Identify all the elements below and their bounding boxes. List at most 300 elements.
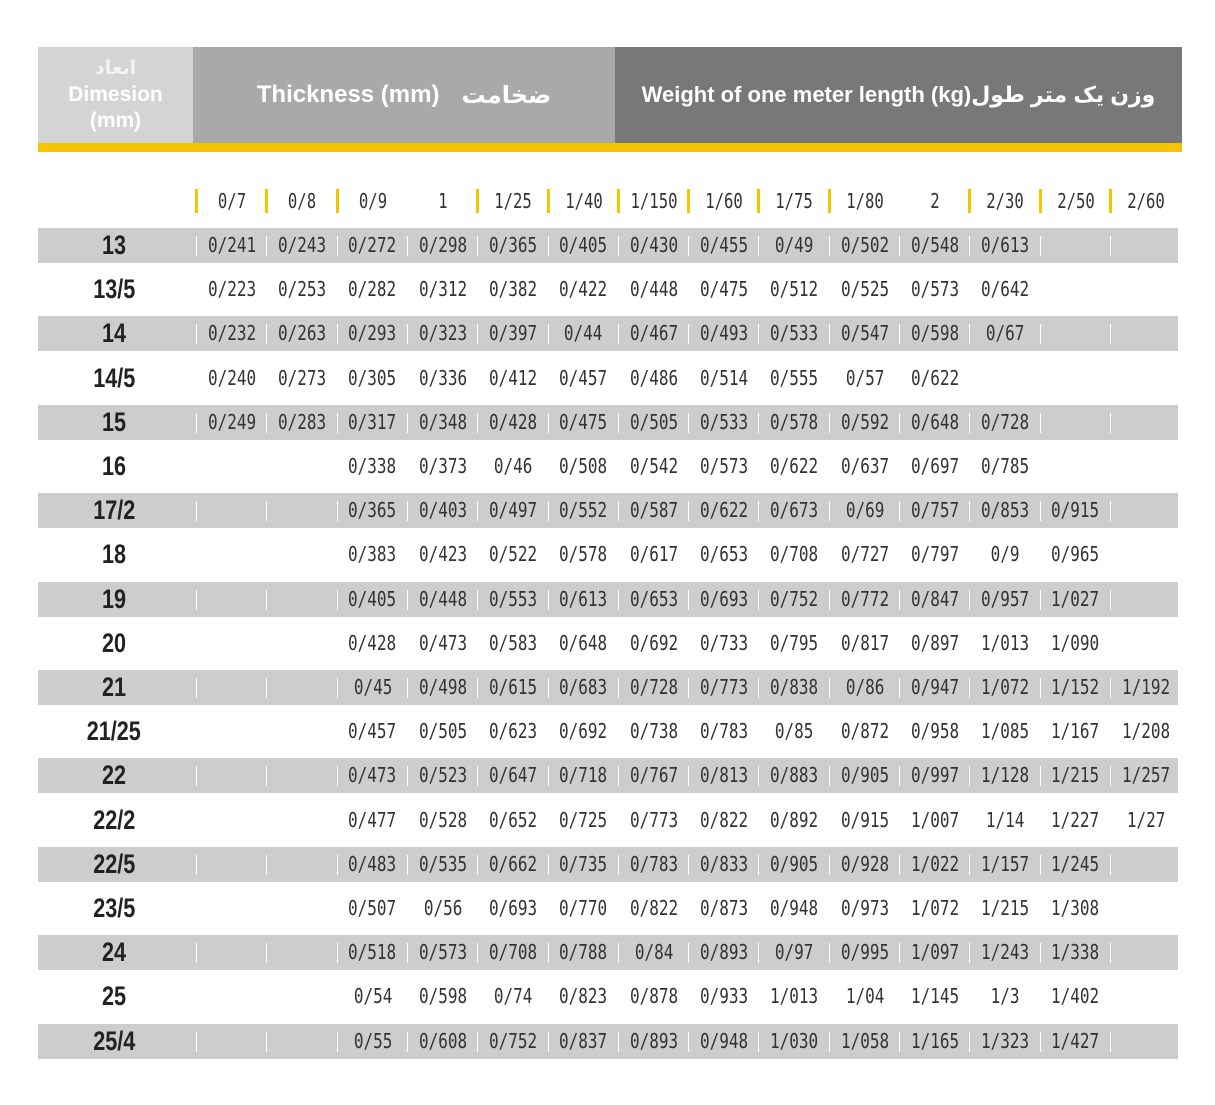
weight-cell [408, 891, 478, 926]
weight-cell [478, 979, 548, 1014]
weight-cell [478, 361, 548, 396]
weight-cell [689, 803, 759, 838]
table-row [38, 935, 1178, 970]
weight-value: 0/312 [418, 277, 467, 302]
weight-cell [689, 979, 759, 1014]
weight-value: 1/427 [1051, 1028, 1100, 1053]
weight-cell [1041, 979, 1111, 1014]
weight-cell [408, 979, 478, 1014]
weight-cell [1041, 449, 1111, 484]
weight-cell [1111, 626, 1181, 661]
weight-cell [1111, 537, 1181, 572]
weight-cell [1111, 316, 1181, 351]
weight-value: 1/227 [1051, 807, 1100, 832]
weight-cell [830, 272, 900, 307]
weight-value: 1/257 [1121, 763, 1170, 788]
weight-value: 0/947 [910, 675, 960, 699]
weight-value: 1/3 [990, 984, 1020, 1009]
weight-cell [759, 758, 829, 793]
weight-value: 0/770 [559, 896, 608, 920]
weight-cell [408, 361, 478, 396]
weight-cell [689, 228, 759, 263]
weight-cell [338, 1024, 408, 1059]
weight-value: 0/838 [770, 675, 819, 699]
weight-value: 0/822 [629, 896, 678, 920]
weight-cell [408, 316, 478, 351]
dimension-cell [38, 493, 190, 528]
table-row [38, 847, 1178, 882]
weight-value: 0/642 [981, 277, 1030, 302]
weight-value: 0/483 [348, 851, 397, 876]
weight-cell [759, 537, 829, 572]
weight-cell [619, 979, 689, 1014]
weight-cell [197, 626, 267, 661]
weight-value: 0/49 [775, 233, 814, 257]
weight-cell [267, 449, 337, 484]
weight-cell [689, 847, 759, 882]
weight-value: 0/457 [348, 719, 397, 744]
weight-cell [830, 582, 900, 617]
weight-cell [830, 361, 900, 396]
weight-value: 0/735 [559, 851, 608, 876]
weight-cell [267, 847, 337, 882]
weight-cell [267, 626, 337, 661]
weight-cell [619, 670, 689, 705]
weight-value: 0/965 [1051, 542, 1100, 567]
weight-cell [759, 847, 829, 882]
thickness-value: 2/50 [1056, 189, 1095, 213]
weight-value: 0/283 [278, 409, 327, 434]
weight-cell [1111, 1024, 1181, 1059]
weight-value: 0/853 [981, 498, 1030, 523]
weight-cell [1041, 228, 1111, 263]
weight-value: 1/192 [1121, 675, 1170, 699]
weight-cell [830, 979, 900, 1014]
weight-value: 0/752 [770, 586, 819, 611]
weight-cell [549, 316, 619, 351]
weight-cell [549, 449, 619, 484]
weight-value: 0/878 [629, 984, 678, 1009]
weight-value: 0/872 [840, 719, 889, 744]
weight-cell [759, 228, 829, 263]
dimension-value: 24 [101, 937, 127, 968]
weight-cell [197, 891, 267, 926]
weight-cell [549, 670, 619, 705]
table-row [38, 758, 1178, 793]
weight-cell [408, 449, 478, 484]
weight-value: 0/74 [493, 984, 533, 1009]
weight-cell [478, 626, 548, 661]
weight-cell [267, 935, 337, 970]
table-row [38, 582, 1178, 617]
weight-cell [338, 714, 408, 749]
weight-cell [900, 626, 970, 661]
weight-cell [338, 891, 408, 926]
weight-cell [338, 847, 408, 882]
weight-cell [689, 626, 759, 661]
weight-cell [549, 979, 619, 1014]
weight-value: 0/573 [418, 940, 467, 965]
weight-cell [759, 979, 829, 1014]
dimension-cell [38, 537, 190, 572]
weight-value: 0/813 [700, 763, 749, 788]
weight-value: 0/97 [775, 940, 814, 965]
weight-value: 1/072 [981, 675, 1030, 699]
weight-value: 0/525 [840, 277, 889, 302]
weight-cell [759, 582, 829, 617]
weight-value: 0/86 [845, 675, 884, 699]
weight-cell [689, 537, 759, 572]
weight-value: 0/55 [353, 1028, 392, 1053]
weight-cell [338, 449, 408, 484]
weight-value: 0/365 [348, 498, 397, 523]
weight-value: 0/298 [418, 233, 467, 257]
weight-value: 1/128 [981, 763, 1030, 788]
weight-cell [267, 803, 337, 838]
weight-value: 0/542 [629, 454, 678, 478]
weight-cell [689, 582, 759, 617]
weight-cell [1111, 361, 1181, 396]
weight-cell [1111, 670, 1181, 705]
weight-cell [759, 714, 829, 749]
weight-value: 0/502 [840, 233, 889, 257]
weight-cell [900, 803, 970, 838]
weight-cell [549, 758, 619, 793]
weight-cell [549, 714, 619, 749]
weight-value: 0/9 [990, 542, 1020, 567]
weight-value: 0/697 [910, 454, 960, 478]
weight-value: 0/915 [840, 807, 889, 832]
weight-cell [619, 449, 689, 484]
weight-cell [197, 493, 267, 528]
weight-cell [970, 537, 1040, 572]
weight-value: 0/752 [489, 1028, 538, 1053]
dimension-value: 25/4 [92, 1025, 136, 1056]
weight-value: 0/933 [700, 984, 749, 1009]
weight-value: 0/475 [700, 277, 749, 302]
weight-cell [338, 626, 408, 661]
dimension-value: 15 [101, 406, 127, 437]
table-row [38, 493, 1178, 528]
weight-cell [197, 537, 267, 572]
weight-cell [900, 847, 970, 882]
weight-cell [478, 758, 548, 793]
dimension-value: 23/5 [92, 893, 136, 923]
weight-cell [408, 714, 478, 749]
weight-cell [478, 891, 548, 926]
weight-value: 0/232 [207, 321, 257, 346]
weight-value: 1/167 [1051, 719, 1100, 744]
weight-cell [338, 316, 408, 351]
dimension-value: 18 [101, 539, 127, 570]
dimension-cell [38, 847, 190, 882]
thickness-header-fa: ضخامت [461, 81, 552, 109]
weight-cell [900, 228, 970, 263]
weight-cell [1041, 714, 1111, 749]
weight-cell [759, 1024, 829, 1059]
weight-value: 0/486 [629, 365, 678, 390]
weight-cell [1111, 449, 1181, 484]
weight-value: 0/514 [700, 365, 749, 390]
weight-cell [689, 405, 759, 440]
weight-value: 0/507 [348, 896, 397, 920]
weight-value: 0/428 [489, 409, 538, 434]
weight-value: 0/727 [840, 542, 889, 567]
weight-value: 0/767 [629, 763, 678, 788]
weight-cell [408, 405, 478, 440]
weight-cell [478, 582, 548, 617]
weight-cell [619, 405, 689, 440]
weight-cell [408, 493, 478, 528]
dimension-value: 20 [101, 627, 127, 658]
weight-value: 0/528 [418, 807, 467, 832]
weight-value: 0/883 [770, 763, 819, 788]
weight-cell [970, 891, 1040, 926]
weight-value: 0/995 [840, 940, 889, 965]
weight-value: 0/430 [629, 233, 678, 257]
weight-value: 0/822 [700, 807, 749, 832]
weight-cell [759, 626, 829, 661]
weight-cell [830, 803, 900, 838]
weight-cell [1041, 405, 1111, 440]
weight-value: 0/693 [700, 586, 749, 611]
weight-cell [1111, 582, 1181, 617]
weight-cell [970, 670, 1040, 705]
weight-value: 0/477 [348, 807, 397, 832]
weight-cell [408, 847, 478, 882]
weight-cell [970, 405, 1040, 440]
weight-value: 0/622 [770, 454, 819, 478]
dimension-cell [38, 582, 190, 617]
dimension-cell [38, 758, 190, 793]
weight-cell [478, 803, 548, 838]
weight-value: 0/84 [634, 940, 674, 965]
table-row [38, 891, 1178, 926]
weight-cell [478, 449, 548, 484]
weight-value: 0/553 [489, 586, 538, 611]
weight-cell [478, 670, 548, 705]
weight-cell [1111, 405, 1181, 440]
weight-value: 0/57 [845, 365, 884, 390]
weight-value: 0/505 [418, 719, 467, 744]
weight-cell [338, 272, 408, 307]
weight-cell [689, 1024, 759, 1059]
weight-value: 0/473 [418, 630, 467, 655]
weight-cell [900, 449, 970, 484]
weight-cell [970, 803, 1040, 838]
weight-cell [970, 228, 1040, 263]
dimension-value: 13 [101, 230, 127, 260]
thickness-value: 1/75 [775, 189, 814, 213]
weight-cell [267, 1024, 337, 1059]
weight-value: 0/592 [840, 409, 889, 434]
weight-cell [1111, 272, 1181, 307]
weight-value: 0/365 [489, 233, 538, 257]
weight-value: 0/403 [418, 498, 467, 523]
weight-value: 0/905 [840, 763, 889, 788]
weight-value: 0/757 [910, 498, 960, 523]
weight-value: 1/013 [981, 630, 1030, 655]
weight-value: 1/208 [1121, 719, 1170, 744]
dimension-header-unit: (mm) [89, 109, 142, 132]
weight-cell [267, 228, 337, 263]
weight-value: 0/652 [489, 807, 538, 832]
weight-value: 0/240 [207, 365, 257, 390]
weight-value: 0/708 [770, 542, 819, 567]
weight-cell [830, 405, 900, 440]
weight-cell [830, 1024, 900, 1059]
weight-cell [197, 935, 267, 970]
weight-value: 0/405 [348, 586, 397, 611]
weight-value: 0/243 [278, 233, 327, 257]
table-row [38, 626, 1178, 661]
weight-value: 0/493 [700, 321, 749, 346]
weight-cell [830, 670, 900, 705]
weight-value: 0/795 [770, 630, 819, 655]
weight-cell [759, 449, 829, 484]
weight-cell [689, 935, 759, 970]
table-row [38, 228, 1178, 263]
weight-value: 1/165 [910, 1028, 960, 1053]
weight-cell [900, 714, 970, 749]
weight-value: 0/578 [770, 409, 819, 434]
weight-cell [478, 847, 548, 882]
weight-value: 1/145 [910, 984, 960, 1009]
weight-cell [1041, 670, 1111, 705]
weight-cell [689, 449, 759, 484]
weight-cell [900, 935, 970, 970]
table-row [38, 272, 1178, 307]
weight-value: 0/497 [489, 498, 538, 523]
weight-value: 0/683 [559, 675, 608, 699]
weight-cell [197, 758, 267, 793]
weight-value: 1/022 [910, 851, 960, 876]
dimension-cell [38, 449, 190, 484]
dimension-cell [38, 361, 190, 396]
weight-value: 0/457 [559, 365, 608, 390]
weight-value: 0/673 [770, 498, 819, 523]
weight-cell [267, 272, 337, 307]
thickness-header-en: Thickness (mm) [256, 81, 440, 108]
weight-value: 0/67 [986, 321, 1025, 346]
weight-cell [1111, 847, 1181, 882]
weight-cell [689, 758, 759, 793]
weight-cell [619, 714, 689, 749]
weight-value: 0/893 [700, 940, 749, 965]
dimension-value: 25 [101, 981, 127, 1012]
weight-cell [970, 758, 1040, 793]
weight-cell [1041, 493, 1111, 528]
weight-cell [478, 405, 548, 440]
weight-value: 1/030 [770, 1028, 819, 1053]
weight-cell [689, 714, 759, 749]
dimension-cell [38, 228, 190, 263]
table-row [38, 405, 1178, 440]
dimension-cell [38, 670, 190, 705]
weight-cell [478, 316, 548, 351]
thickness-value: 2/60 [1127, 189, 1165, 213]
thickness-value: 0/8 [288, 189, 317, 213]
weight-value: 0/693 [489, 896, 538, 920]
weight-value: 1/215 [1051, 763, 1100, 788]
weight-value: 0/253 [278, 277, 327, 302]
weight-cell [549, 537, 619, 572]
weight-cell [197, 1024, 267, 1059]
weight-value: 0/338 [348, 454, 397, 478]
thickness-value: 1/150 [630, 189, 678, 213]
dimension-value: 22 [101, 760, 127, 791]
weight-value: 0/653 [700, 542, 749, 567]
weight-cell [338, 979, 408, 1014]
weight-cell [408, 758, 478, 793]
weight-value: 0/45 [353, 675, 392, 699]
weight-value: 0/587 [629, 498, 678, 523]
dimension-value: 14/5 [92, 362, 136, 393]
weight-value: 1/157 [981, 851, 1030, 876]
weight-value: 0/475 [559, 409, 608, 434]
weight-cell [970, 979, 1040, 1014]
weight-value: 0/948 [700, 1028, 749, 1053]
weight-cell [830, 847, 900, 882]
weight-cell [549, 626, 619, 661]
weight-cell [689, 272, 759, 307]
weight-value: 0/473 [348, 763, 397, 788]
weight-value: 0/512 [770, 277, 819, 302]
weight-cell [478, 935, 548, 970]
weight-cell [338, 405, 408, 440]
weight-cell [1041, 803, 1111, 838]
weight-value: 1/013 [770, 984, 819, 1009]
weight-value: 0/893 [629, 1028, 678, 1053]
weight-cell [338, 361, 408, 396]
weight-value: 1/058 [840, 1028, 889, 1053]
weight-value: 0/282 [348, 277, 397, 302]
weight-value: 0/905 [770, 851, 819, 876]
weight-cell [830, 449, 900, 484]
weight-value: 0/833 [700, 851, 749, 876]
weight-cell [900, 670, 970, 705]
weight-cell [900, 758, 970, 793]
dimension-value: 22/2 [92, 804, 136, 835]
dimension-cell [38, 1024, 190, 1059]
weight-value: 1/027 [1051, 586, 1100, 611]
weight-value: 1/243 [981, 940, 1030, 965]
weight-value: 0/273 [278, 365, 327, 390]
weight-cell [619, 847, 689, 882]
weight-cell [408, 935, 478, 970]
weight-value: 0/773 [700, 675, 749, 699]
weight-cell [267, 316, 337, 351]
dimension-cell [38, 272, 190, 307]
weight-cell [1111, 493, 1181, 528]
dimension-value: 13/5 [92, 274, 136, 305]
weight-value: 0/973 [840, 896, 889, 920]
weight-value: 0/467 [629, 321, 678, 346]
weight-value: 0/738 [629, 719, 678, 744]
weight-value: 0/823 [559, 984, 608, 1009]
weight-cell [549, 405, 619, 440]
weight-value: 0/573 [910, 277, 960, 302]
weight-cell [970, 847, 1040, 882]
weight-cell [197, 979, 267, 1014]
weight-value: 0/623 [489, 719, 538, 744]
weight-value: 0/622 [910, 365, 960, 390]
weight-cell [267, 361, 337, 396]
weight-cell [549, 1024, 619, 1059]
weight-cell [197, 316, 267, 351]
weight-value: 1/338 [1051, 940, 1100, 965]
weight-cell [1041, 935, 1111, 970]
